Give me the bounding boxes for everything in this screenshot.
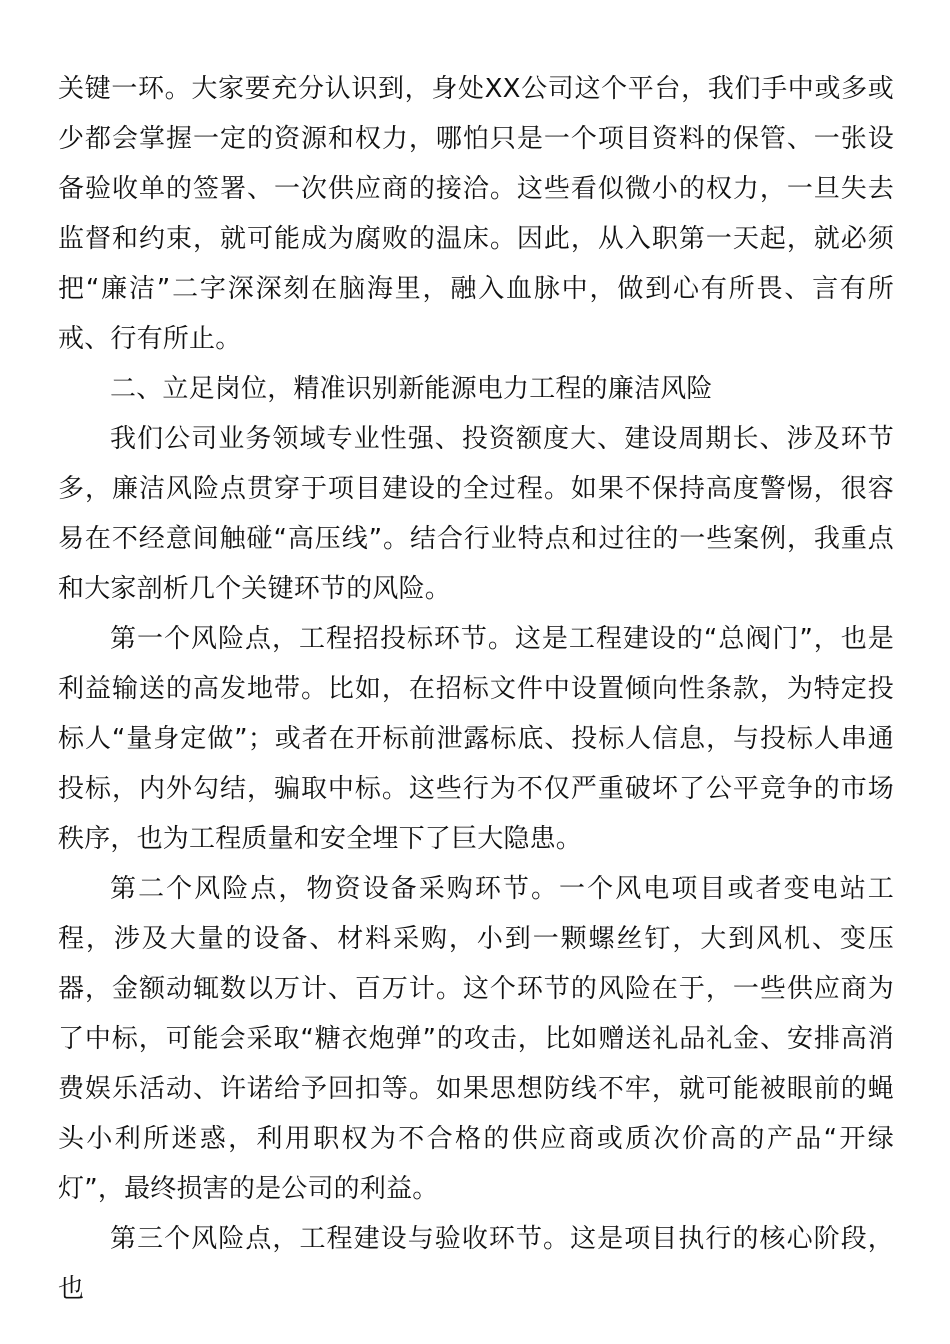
section-heading: 二、立足岗位，精准识别新能源电力工程的廉洁风险 bbox=[110, 374, 713, 404]
paragraph-continuation: 关键一环。大家要充分认识到，身处XX公司这个平台，我们手中或多或少都会掌握一定的资源和权力，哪怕只是一个项目资料的保管、一张设备验收单的签署、一次供应商的接洽。这些看似微小的权力，一旦失去监督和约束，就可能成为腐败的温床。因此，从入职第一天起，就必须把“廉洁”二字深深刻在脑海里，融入血脉中，做到心有所畏、言有所戒、行有所止。 bbox=[58, 74, 894, 354]
document-body bbox=[58, 64, 894, 1314]
paragraph-risk-bidding: 第一个风险点，工程招投标环节。这是工程建设的“总阀门”，也是利益输送的高发地带。比如，在招标文件中设置倾向性条款，为特定投标人“量身定做”；或者在开标前泄露标底、投标人信息，与投标人串通投标，内外勾结，骗取中标。这些行为不仅严重破坏了公平竞争的市场秩序，也为工程质量和安全埋下了巨大隐患。 bbox=[58, 624, 894, 854]
paragraph-risk-procurement: 第二个风险点，物资设备采购环节。一个风电项目或者变电站工程，涉及大量的设备、材料采购，小到一颗螺丝钉，大到风机、变压器，金额动辄数以万计、百万计。这个环节的风险在于，一些供应商为了中标，可能会采取“糖衣炮弹”的攻击，比如赠送礼品礼金、安排高消费娱乐活动、许诺给予回扣等。如果思想防线不牢，就可能被眼前的蝇头小利所迷惑，利用职权为不合格的供应商或质次价高的产品“开绿灯”，最终损害的是公司的利益。 bbox=[58, 874, 894, 1204]
paragraph-risk-construction: 第三个风险点，工程建设与验收环节。这是项目执行的核心阶段，也 bbox=[58, 1224, 894, 1304]
paragraph-overview: 我们公司业务领域专业性强、投资额度大、建设周期长、涉及环节多，廉洁风险点贯穿于项目建设的全过程。如果不保持高度警惕，很容易在不经意间触碰“高压线”。结合行业特点和过往的一些案例，我重点和大家剖析几个关键环节的风险。 bbox=[58, 424, 894, 604]
